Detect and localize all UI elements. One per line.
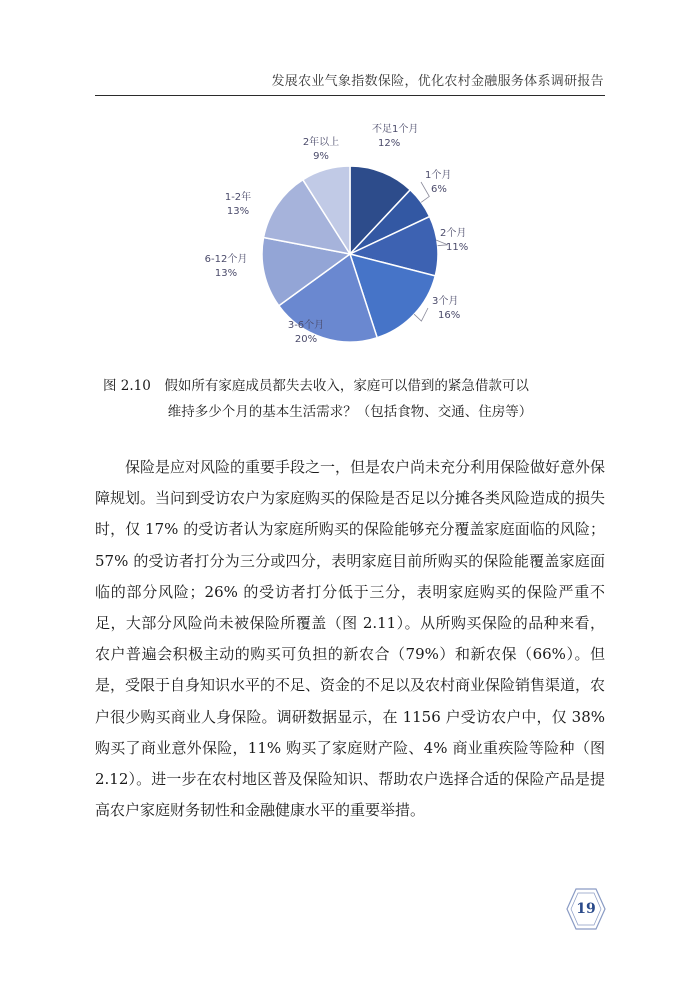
page-number-badge bbox=[566, 888, 606, 930]
pie-chart bbox=[0, 120, 699, 365]
slice-value-label: 16% bbox=[438, 310, 461, 321]
slice-value-label: 6% bbox=[431, 184, 447, 195]
slice-category-label: 3个月 bbox=[432, 296, 459, 307]
header-rule bbox=[95, 95, 605, 96]
slice-value-label: 13% bbox=[226, 206, 250, 217]
running-header: 发展农业气象指数保险，优化农村金融服务体系调研报告 bbox=[271, 74, 604, 89]
page-number: 19 bbox=[576, 901, 596, 917]
slice-value-label: 11% bbox=[446, 242, 469, 253]
slice-category-label: 6-12个月 bbox=[204, 254, 248, 265]
slice-value-label: 9% bbox=[313, 151, 329, 162]
body-paragraph: 保险是应对风险的重要手段之一，但是农户尚未充分利用保险做好意外保障规划。当问到受访农户为家庭购买的保险是否足以分摊各类风险造成的损失时，仅 17% 的受访者认为家庭所购买的保险能够充分覆盖家庭面临的风险；57% 的受访者打分为三分或四分，表明家庭目前所购买的保险能覆盖家庭面临的部分风险；26% 的受访者打分低于三分，表明家庭购买的保险严重不足，大部分风险尚未被保险所覆盖（图 2.11）。从所购买保险的品种来看，农户普遍会积极主动的购买可负担的新农合（79%）和新农保（66%）。但是，受限于自身知识水平的不足、资金的不足以及农村商业保险销售渠道，农户很少购买商业人身保险。调研数据显示，在 1156 户受访农户中，仅 38% 购买了商业意外保险，11% 购买了家庭财产险、4% 商业重疾险等险种（图 2.12）。进一步在农村地区普及保险知识、帮助农户选择合适的保险产品是提高农户家庭财务韧性和金融健康水平的重要举措。 bbox=[95, 458, 606, 820]
slice-category-label: 1-2年 bbox=[224, 192, 252, 203]
figure-caption bbox=[95, 373, 605, 425]
caption-line-2: 维持多少个月的基本生活需求？（包括食物、交通、住房等） bbox=[167, 404, 533, 420]
pie-slices bbox=[262, 166, 438, 342]
caption-line-1: 图 2.10 假如所有家庭成员都失去收入，家庭可以借到的紧急借款可以 bbox=[103, 378, 529, 394]
leader-line bbox=[421, 182, 429, 202]
slice-category-label: 3-6个月 bbox=[287, 320, 325, 331]
slice-category-label: 2个月 bbox=[440, 228, 467, 239]
slice-value-label: 20% bbox=[294, 334, 318, 345]
slice-value-label: 12% bbox=[378, 138, 401, 149]
slice-category-label: 不足1个月 bbox=[372, 124, 419, 135]
slice-category-label: 2年以上 bbox=[302, 137, 340, 148]
slice-category-label: 1个月 bbox=[425, 170, 452, 181]
slice-value-label: 13% bbox=[214, 268, 238, 279]
